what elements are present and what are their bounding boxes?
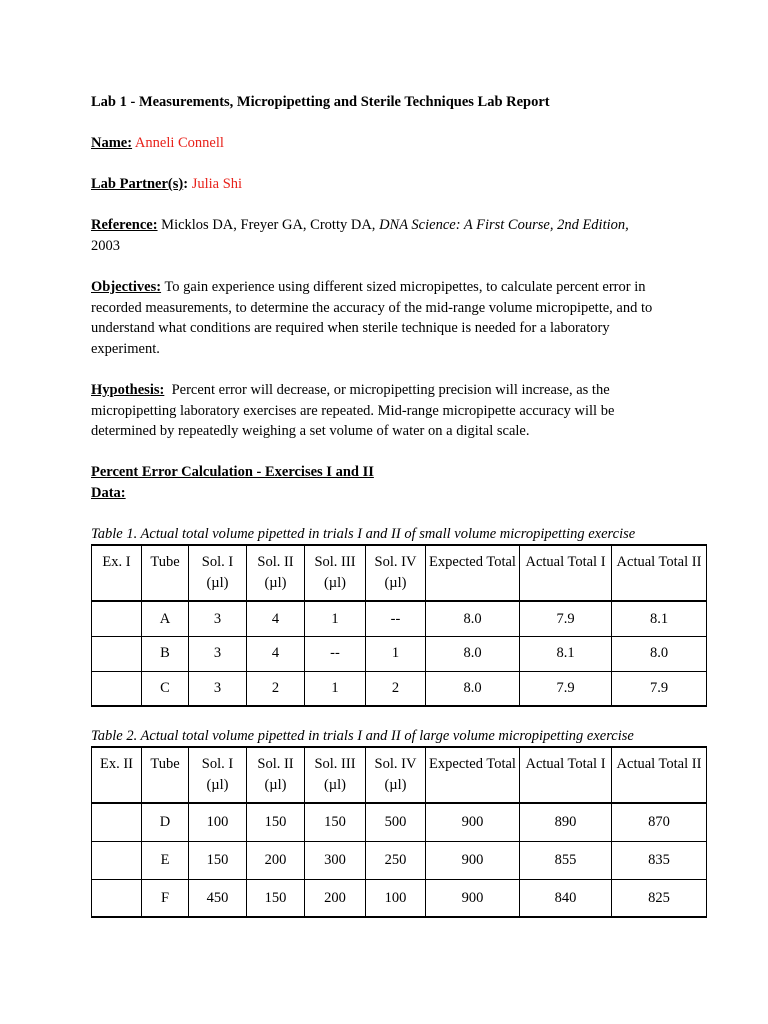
table-cell: 8.0 — [426, 601, 520, 636]
reference-year: 2003 — [91, 237, 120, 254]
table1-header-cell: Sol. II (µl) — [247, 545, 305, 601]
table-cell: 250 — [366, 841, 426, 879]
table-cell: 2 — [247, 671, 305, 706]
table-cell: 840 — [520, 879, 612, 917]
table-cell — [92, 601, 142, 636]
table-cell: 8.1 — [612, 601, 707, 636]
reference-authors: Micklos DA, Freyer GA, Crotty DA, — [161, 217, 380, 233]
table1-header-cell: Actual Total I — [520, 545, 612, 601]
table-row — [92, 841, 707, 879]
table-cell: 450 — [189, 879, 247, 917]
section-heading: Percent Error Calculation - Exercises I and II — [91, 464, 374, 480]
table2-header-cell: Ex. II — [92, 747, 142, 803]
table2-header-row — [92, 747, 707, 803]
name-label: Name: — [91, 135, 133, 151]
table-cell: 1 — [366, 636, 426, 671]
objectives-label: Objectives: — [91, 279, 162, 295]
table-cell: 150 — [305, 803, 366, 841]
table-cell: 8.1 — [520, 636, 612, 671]
table-row — [92, 879, 707, 917]
table-cell: 3 — [189, 671, 247, 706]
table-cell — [92, 671, 142, 706]
table-cell: 300 — [305, 841, 366, 879]
data-label: Data: — [91, 484, 126, 501]
table-cell: E — [142, 841, 189, 879]
table-cell: 4 — [247, 601, 305, 636]
partner-label: Lab Partner(s) — [91, 176, 184, 192]
table-row — [92, 803, 707, 841]
table1-header-cell: Expected Total — [426, 545, 520, 601]
partner-line — [91, 174, 681, 195]
hypothesis-label: Hypothesis: — [91, 382, 165, 398]
table-cell: 825 — [612, 879, 707, 917]
table-cell: 200 — [247, 841, 305, 879]
table1 — [91, 544, 707, 707]
table-cell: 8.0 — [426, 636, 520, 671]
table-cell — [92, 636, 142, 671]
table1-header-cell: Ex. I — [92, 545, 142, 601]
table-cell: 870 — [612, 803, 707, 841]
name-value: Anneli Connell — [134, 135, 224, 151]
table-cell: 900 — [426, 803, 520, 841]
table1-header-cell: Sol. IV (µl) — [366, 545, 426, 601]
table-cell: 150 — [247, 803, 305, 841]
table-cell: 890 — [520, 803, 612, 841]
table-cell: 8.0 — [612, 636, 707, 671]
table2-header-cell: Actual Total II — [612, 747, 707, 803]
table-cell: 900 — [426, 841, 520, 879]
table-cell: -- — [305, 636, 366, 671]
table1-caption: Table 1. Actual total volume pipetted in trials I and II of small volume micropipetting exercise — [91, 526, 636, 542]
table2-header-cell: Actual Total I — [520, 747, 612, 803]
table-cell: 150 — [247, 879, 305, 917]
table1-header-cell: Actual Total II — [612, 545, 707, 601]
table-cell: 7.9 — [520, 671, 612, 706]
table-cell: 7.9 — [520, 601, 612, 636]
table2-header-cell: Sol. I (µl) — [189, 747, 247, 803]
section-heading-block — [91, 462, 681, 503]
table2-header-cell: Expected Total — [426, 747, 520, 803]
table-cell: 200 — [305, 879, 366, 917]
table2-header-cell: Sol. III (µl) — [305, 747, 366, 803]
hypothesis-paragraph — [91, 380, 681, 442]
table-cell: 2 — [366, 671, 426, 706]
table-row — [92, 636, 707, 671]
table1-header-row — [92, 545, 707, 601]
table-cell: 4 — [247, 636, 305, 671]
table-cell: D — [142, 803, 189, 841]
table-cell: C — [142, 671, 189, 706]
partner-colon: : — [183, 176, 189, 192]
partner-value: Julia Shi — [191, 176, 243, 192]
table1-header-cell: Sol. I (µl) — [189, 545, 247, 601]
table-cell: F — [142, 879, 189, 917]
table-cell: 8.0 — [426, 671, 520, 706]
hypothesis-text: Percent error will decrease, or micropipetting precision will increase, as the micropipetting laboratory exercises are repeated. Mid-range micropipette accuracy will be determined by repeatedly weighing a set volume of water on a digital scale. — [91, 382, 615, 439]
table-cell — [92, 879, 142, 917]
table2-header-cell: Tube — [142, 747, 189, 803]
table-cell: 100 — [366, 879, 426, 917]
table-cell: 855 — [520, 841, 612, 879]
table-row — [92, 601, 707, 636]
reference-book: DNA Science: A First Course, 2nd Edition, — [379, 217, 629, 233]
table2-header-cell: Sol. IV (µl) — [366, 747, 426, 803]
table-cell: A — [142, 601, 189, 636]
table-cell: 1 — [305, 671, 366, 706]
table1-header-cell: Sol. III (µl) — [305, 545, 366, 601]
table2-caption: Table 2. Actual total volume pipetted in trials I and II of large volume micropipetting exercise — [91, 728, 634, 744]
reference-label: Reference: — [91, 217, 158, 233]
objectives-text: To gain experience using different sized micropipettes, to calculate percent error in recorded measurements, to determine the accuracy of the mid-range volume micropipette, and to understand what conditions are required when sterile technique is needed for a laboratory experiment. — [91, 279, 653, 357]
table-cell: 3 — [189, 636, 247, 671]
table-cell: 7.9 — [612, 671, 707, 706]
table-cell: 500 — [366, 803, 426, 841]
table-cell: 150 — [189, 841, 247, 879]
table-cell: 900 — [426, 879, 520, 917]
table-cell: B — [142, 636, 189, 671]
table-cell: -- — [366, 601, 426, 636]
name-line — [91, 133, 681, 154]
table2 — [91, 746, 707, 918]
table-row — [92, 671, 707, 706]
objectives-paragraph — [91, 277, 681, 359]
table-cell — [92, 803, 142, 841]
table1-header-cell: Tube — [142, 545, 189, 601]
reference-paragraph — [91, 215, 681, 256]
report-title: Lab 1 - Measurements, Micropipetting and Sterile Techniques Lab Report — [91, 94, 550, 110]
table-cell: 835 — [612, 841, 707, 879]
table2-header-cell: Sol. II (µl) — [247, 747, 305, 803]
table-cell: 100 — [189, 803, 247, 841]
table-cell: 3 — [189, 601, 247, 636]
table-cell — [92, 841, 142, 879]
table-cell: 1 — [305, 601, 366, 636]
